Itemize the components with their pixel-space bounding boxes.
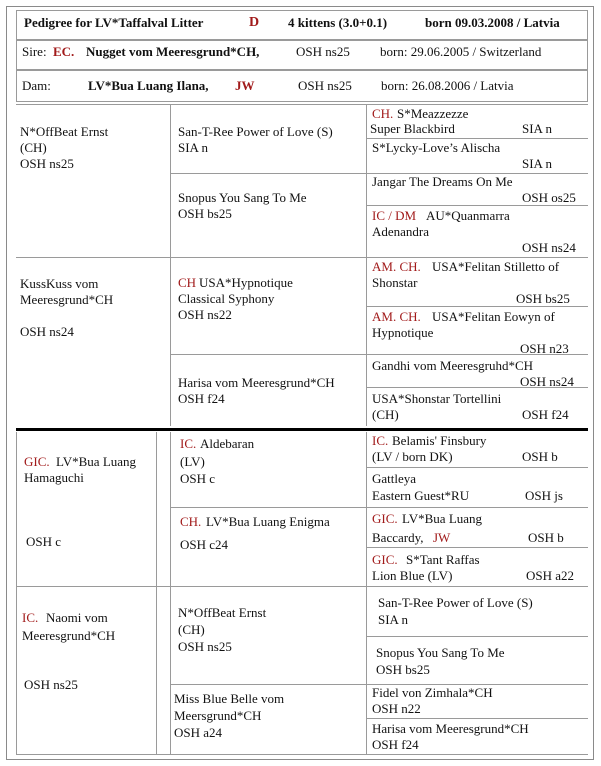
s3-ems: OSH b	[528, 530, 564, 545]
sire-sire-ems: OSH ns25	[20, 156, 74, 171]
g3-name: Jangar The Dreams On Me	[372, 174, 513, 189]
gp3-name1: USA*Hypnotique	[199, 275, 293, 290]
header-born: born 09.03.2008 / Latvia	[425, 15, 560, 30]
s8-ems: OSH f24	[372, 737, 419, 752]
gp3-ems: OSH ns22	[178, 307, 232, 322]
r3-ems: OSH ns25	[178, 639, 232, 654]
gp3-name2: Classical Syphony	[178, 291, 275, 306]
dam-title: JW	[235, 78, 255, 93]
s1-title: IC.	[372, 433, 389, 448]
r2-name: LV*Bua Luang Enigma	[206, 514, 330, 529]
s3-jw: JW	[433, 530, 451, 545]
g1-title: CH.	[372, 106, 394, 121]
dam-name: LV*Bua Luang Ilana,	[88, 78, 209, 93]
s5-ems: SIA n	[378, 612, 408, 627]
s2-name2: Eastern Guest*RU	[372, 488, 470, 503]
g5-name2: Shonstar	[372, 275, 418, 290]
q1-name2: Hamaguchi	[24, 470, 84, 485]
g6-name2: Hypnotique	[372, 325, 434, 340]
g6-title: AM. CH.	[372, 309, 421, 324]
g8-ems: OSH f24	[522, 407, 569, 422]
sire-dam-ems: OSH ns24	[20, 324, 74, 339]
r4-name1: Miss Blue Belle vom	[174, 691, 285, 706]
g5-ems: OSH bs25	[516, 291, 570, 306]
sire-ems: OSH ns25	[296, 44, 350, 59]
s3-name1: LV*Bua Luang	[402, 511, 483, 526]
s1-name: Belamis' Finsbury	[392, 433, 487, 448]
gp1-name: San-T-Ree Power of Love (S)	[178, 124, 333, 139]
r2-title: CH.	[180, 514, 202, 529]
g4-ems: OSH ns24	[522, 240, 576, 255]
q1-title: GIC.	[24, 454, 50, 469]
s4-title: GIC.	[372, 552, 398, 567]
g6-ems: OSH n23	[520, 341, 569, 356]
g1-name2: Super Blackbird	[370, 121, 455, 136]
s2-ems: OSH js	[525, 488, 563, 503]
s4-name2: Lion Blue (LV)	[372, 568, 453, 583]
gp1-ems: SIA n	[178, 140, 208, 155]
header-kittens: 4 kittens (3.0+0.1)	[288, 15, 388, 30]
g1-name1: S*Meazzezze	[397, 106, 469, 121]
g4-title: IC / DM	[372, 208, 417, 223]
q2-name2: Meeresgrund*CH	[22, 628, 116, 643]
q2-name1: Naomi vom	[46, 610, 108, 625]
sire-label: Sire:	[22, 44, 47, 59]
s7-ems: OSH n22	[372, 701, 421, 716]
g8-country: (CH)	[372, 407, 399, 422]
s3-name2: Baccardy,	[372, 530, 424, 545]
dam-born: born: 26.08.2006 / Latvia	[381, 78, 514, 93]
sire-name: Nugget vom Meeresgrund*CH,	[86, 44, 260, 59]
g4-name2: Adenandra	[372, 224, 430, 239]
g3-ems: OSH os25	[522, 190, 576, 205]
r1-country: (LV)	[180, 454, 205, 469]
r4-name2: Meersgrund*CH	[174, 708, 262, 723]
gp3-title: CH	[178, 275, 197, 290]
header-litter: D	[249, 15, 260, 30]
g6-name1: USA*Felitan Eowyn of	[432, 309, 555, 324]
s2-name1: Gattleya	[372, 471, 417, 486]
sire-dam-name1: KussKuss vom	[20, 276, 99, 291]
s4-name1: S*Tant Raffas	[406, 552, 480, 567]
q1-name1: LV*Bua Luang	[56, 454, 137, 469]
dam-ems: OSH ns25	[298, 78, 352, 93]
q1-ems: OSH c	[26, 534, 62, 549]
sire-dam-divider	[16, 428, 588, 431]
s1-ems: OSH b	[522, 449, 558, 464]
g4-name1: AU*Quanmarra	[426, 208, 510, 223]
sire-sire-country: (CH)	[20, 140, 47, 155]
r1-ems: OSH c	[180, 471, 216, 486]
s5-name: San-T-Ree Power of Love (S)	[378, 595, 533, 610]
r1-title: IC.	[180, 436, 197, 451]
q2-title: IC.	[22, 610, 39, 625]
s8-name: Harisa vom Meeresgrund*CH	[372, 721, 529, 736]
gp4-name: Harisa vom Meeresgrund*CH	[178, 375, 335, 390]
g5-title: AM. CH.	[372, 259, 421, 274]
g2-name: S*Lycky-Love’s Alischa	[372, 140, 501, 155]
r4-ems: OSH a24	[174, 725, 223, 740]
s1-country: (LV / born DK)	[372, 449, 453, 464]
dam-label: Dam:	[22, 78, 51, 93]
r1-name1: Aldebaran	[200, 436, 255, 451]
s4-ems: OSH a22	[526, 568, 575, 583]
g7-name: Gandhi vom Meeresgruhd*CH	[372, 358, 534, 373]
g5-name1: USA*Felitan Stilletto of	[432, 259, 560, 274]
sire-sire: N*OffBeat Ernst	[20, 124, 109, 139]
g8-name: USA*Shonstar Tortellini	[372, 391, 502, 406]
sire-born: born: 29.06.2005 / Switzerland	[380, 44, 542, 59]
g7-ems: OSH ns24	[520, 374, 574, 389]
g2-ems: SIA n	[522, 156, 552, 171]
s3-title: GIC.	[372, 511, 398, 526]
r3-name: N*OffBeat Ernst	[178, 605, 267, 620]
r2-ems: OSH c24	[180, 537, 229, 552]
s7-name: Fidel von Zimhala*CH	[372, 685, 493, 700]
gp4-ems: OSH f24	[178, 391, 225, 406]
header-title: Pedigree for LV*Taffalval Litter	[24, 15, 204, 30]
s6-ems: OSH bs25	[376, 662, 430, 677]
s6-name: Snopus You Sang To Me	[376, 645, 505, 660]
sire-dam-name2: Meeresgrund*CH	[20, 292, 114, 307]
sire-title: EC.	[53, 44, 75, 59]
g1-ems: SIA n	[522, 121, 552, 136]
gp2-name: Snopus You Sang To Me	[178, 190, 307, 205]
q2-ems: OSH ns25	[24, 677, 78, 692]
gp2-ems: OSH bs25	[178, 206, 232, 221]
r3-country: (CH)	[178, 622, 205, 637]
